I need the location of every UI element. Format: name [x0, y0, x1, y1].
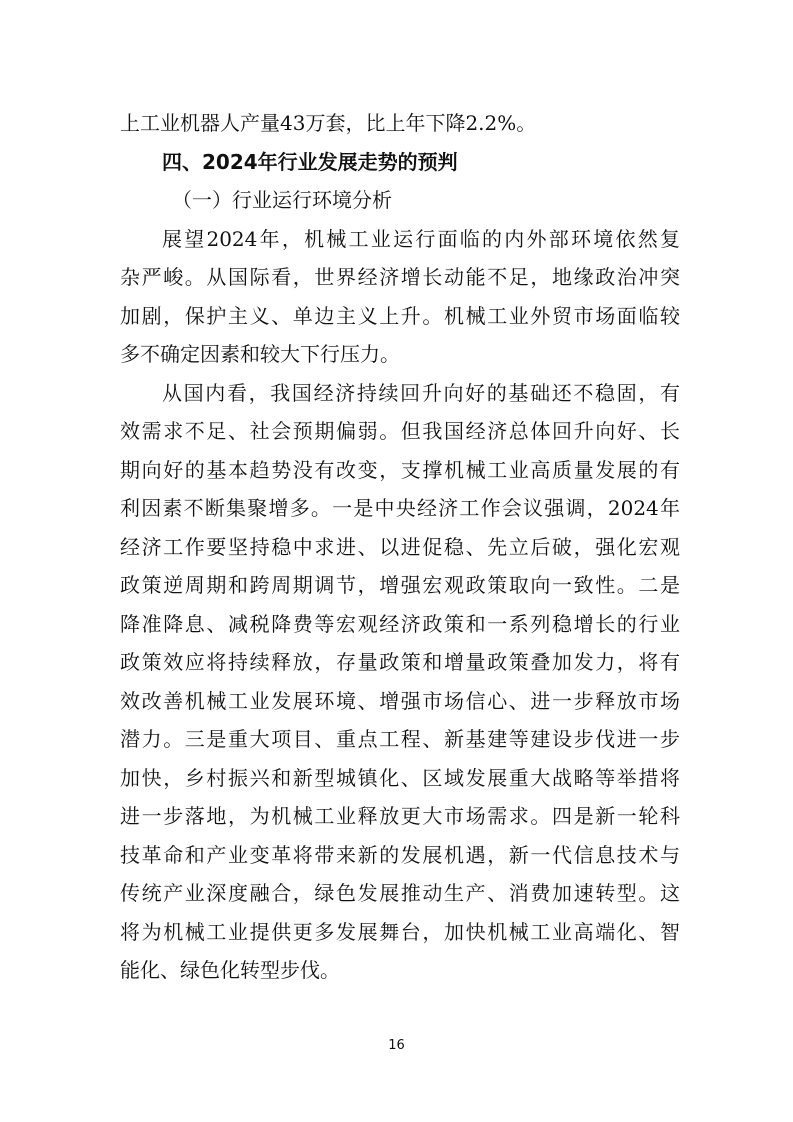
paragraph-line: 杂严峻。从国际看，世界经济增长动能不足，地缘政治冲突 [120, 265, 680, 289]
paragraph-line: 效改善机械工业发展环境、增强市场信心、进一步释放市场 [120, 688, 680, 713]
section-heading: 四、2024年行业发展走势的预判 [162, 149, 458, 174]
paragraph-line: 利因素不断集聚增多。一是中央经济工作会议强调，2024年 [120, 496, 680, 520]
paragraph-line: 传统产业深度融合，绿色发展推动生产、消费加速转型。这 [120, 881, 680, 905]
paragraph-line: 多不确定因素和较大下行压力。 [120, 342, 400, 366]
subsection-heading: （一）行业运行环境分析 [172, 188, 392, 212]
paragraph-line: 加快，乡村振兴和新型城镇化、区域发展重大战略等举措将 [120, 765, 680, 790]
paragraph-domestic [120, 374, 680, 990]
paragraph-line: 政策效应将持续释放，存量政策和增量政策叠加发力，将有 [120, 650, 680, 674]
paragraph-line: 经济工作要坚持稳中求进、以进促稳、先立后破，强化宏观 [120, 534, 680, 559]
paragraph-line: 降准降息、减税降费等宏观经济政策和一系列稳增长的行业 [120, 611, 680, 636]
paragraph-line: 潜力。三是重大项目、重点工程、新基建等建设步伐进一步 [120, 727, 680, 751]
paragraph-line: 政策逆周期和跨周期调节，增强宏观政策取向一致性。二是 [120, 573, 680, 597]
paragraph-line: 技革命和产业变革将带来新的发展机遇，新一代信息技术与 [120, 842, 680, 867]
paragraph-line: 效需求不足、社会预期偏弱。但我国经济总体回升向好、长 [120, 419, 680, 443]
paragraph-line: 进一步落地，为机械工业释放更大市场需求。四是新一轮科 [120, 804, 680, 828]
paragraph-line: 从国内看，我国经济持续回升向好的基础还不稳固，有 [162, 380, 680, 405]
paragraph-line: 能化、绿色化转型步伐。 [120, 958, 340, 982]
paragraph-line: 加剧，保护主义、单边主义上升。机械工业外贸市场面临较 [120, 303, 680, 328]
paragraph-line: 期向好的基本趋势没有改变，支撑机械工业高质量发展的有 [120, 457, 680, 482]
page-number: 16 [388, 1038, 405, 1053]
paragraph-outlook [120, 220, 680, 374]
document-body [120, 104, 680, 990]
continuation-line: 上工业机器人产量43万套，比上年下降2.2%。 [120, 111, 537, 135]
paragraph-line: 展望2024年，机械工业运行面临的内外部环境依然复 [162, 226, 680, 251]
paragraph-line: 将为机械工业提供更多发展舞台，加快机械工业高端化、智 [120, 919, 680, 944]
